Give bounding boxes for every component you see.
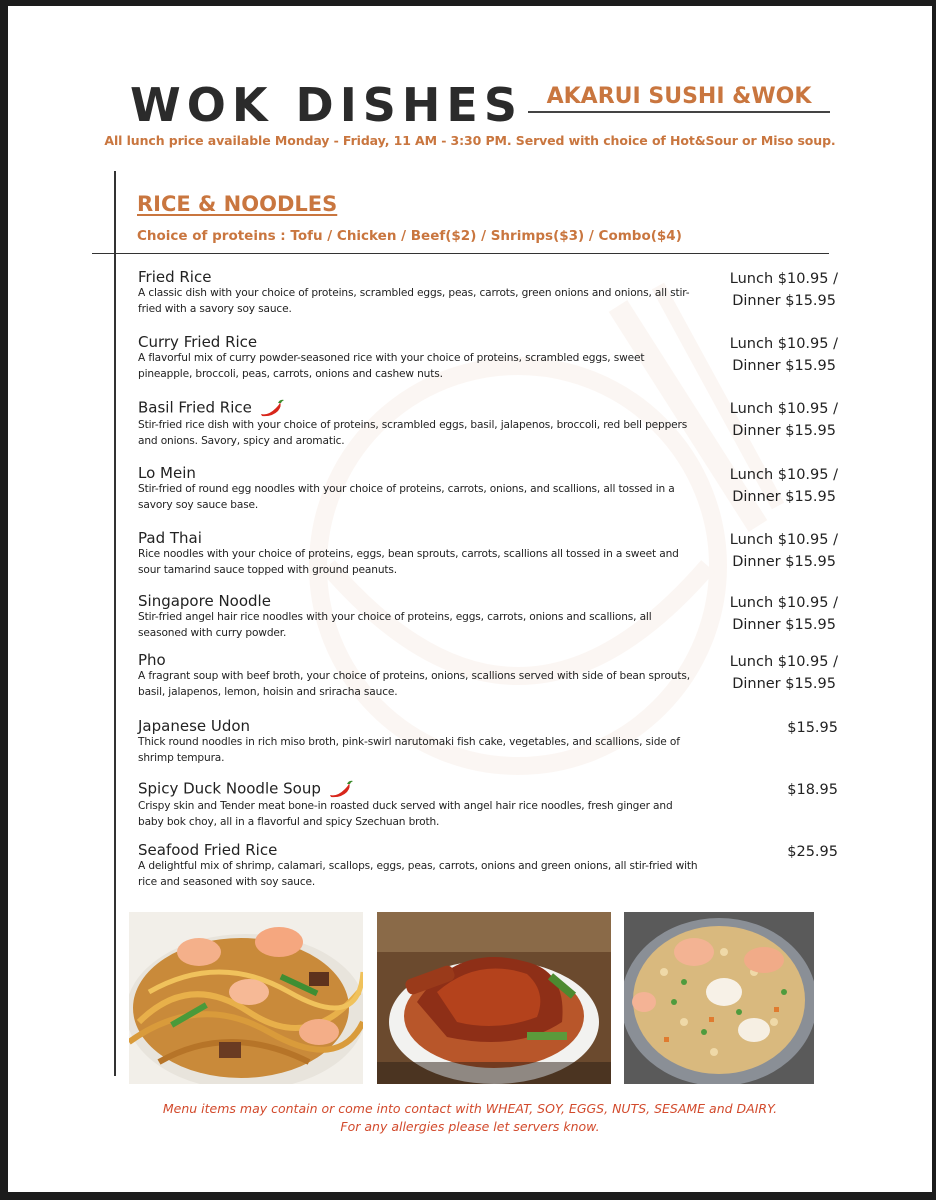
menu-item-description: A flavorful mix of curry powder-seasoned rice with your choice of proteins, scrambled eggs, sweet pineapple, broccoli, peas, carrots, onions and cashew nuts. [138, 352, 645, 380]
menu-item-name-text: Singapore Noodle [138, 592, 271, 610]
menu-item-name-text: Curry Fried Rice [138, 333, 258, 351]
page-title: WOK DISHES [130, 78, 523, 132]
menu-item-name-text: Pho [138, 651, 166, 669]
menu-item-description: Stir-fried angel hair rice noodles with your choice of proteins, eggs, carrots, onions and scallions, all seasoned with curry powder. [138, 611, 652, 639]
menu-item-price [688, 841, 838, 863]
menu-item-name-text: Pad Thai [138, 529, 202, 547]
menu-item-description: Stir-fried rice dish with your choice of proteins, scrambled eggs, basil, jalapenos, broccoli, red bell peppers and onions. Savory, spicy and aromatic. [138, 419, 688, 447]
price-lunch: Lunch $10.95 / [729, 532, 838, 548]
menu-item [138, 717, 838, 766]
menu-item-price [688, 529, 838, 573]
menu-item-description: A fragrant soup with beef broth, your choice of proteins, onions, scallions served with side of bean sprouts, basil, jalapenos, lemon, hoisin and sriracha sauce. [138, 670, 690, 698]
menu-item [138, 333, 838, 382]
price-lunch: Lunch $10.95 / [729, 654, 838, 670]
menu-item-price [688, 651, 838, 695]
menu-item [138, 464, 838, 513]
menu-item-name-text: Lo Mein [138, 464, 196, 482]
menu-item-name-text: Spicy Duck Noodle Soup [138, 779, 321, 798]
allergy-notice [8, 1100, 932, 1136]
menu-item-name-text: Seafood Fried Rice [138, 841, 278, 859]
menu-item-description: Rice noodles with your choice of proteins, eggs, bean sprouts, carrots, scallions all tossed in a sweet and sour tamarind sauce topped with ground peanuts. [138, 548, 679, 576]
horizontal-divider [92, 253, 829, 254]
menu-item-description: A delightful mix of shrimp, calamari, scallops, eggs, peas, carrots, onions and green onions, all stir-fried with rice and seasoned with soy sauce. [138, 860, 698, 888]
menu-item-price [688, 333, 838, 377]
price-lunch: Lunch $10.95 / [729, 401, 838, 417]
menu-item-price [688, 779, 838, 801]
price-lunch: $15.95 [787, 720, 838, 736]
menu-item-price [688, 464, 838, 508]
menu-item-name-text: Basil Fried Rice [138, 398, 252, 417]
menu-item-description: Stir-fried of round egg noodles with your choice of proteins, carrots, onions, and scallions, all tossed in a savory soy sauce base. [138, 483, 675, 511]
menu-item-description: A classic dish with your choice of proteins, scrambled eggs, peas, carrots, green onions and onions, all stir-fried with a savory soy sauce. [138, 287, 690, 315]
price-lunch: Lunch $10.95 / [729, 271, 838, 287]
menu-item [138, 841, 838, 890]
restaurant-name: AKARUI SUSHI &WOK [528, 84, 830, 113]
allergy-line-1: Menu items may contain or come into contact with WHEAT, SOY, EGGS, NUTS, SESAME and DAIRY. [162, 1101, 778, 1116]
section-title: RICE & NOODLES [137, 192, 338, 216]
menu-item [138, 592, 838, 641]
menu-item-price [688, 398, 838, 442]
price-dinner: Dinner $15.95 [732, 293, 836, 309]
price-lunch: Lunch $10.95 / [729, 467, 838, 483]
menu-page [8, 6, 932, 1192]
price-dinner: Dinner $15.95 [732, 358, 836, 374]
price-lunch: Lunch $10.95 / [729, 595, 838, 611]
menu-item-description: Thick round noodles in rich miso broth, pink-swirl narutomaki fish cake, vegetables, and scallions, side of shrimp tempura. [138, 736, 680, 764]
price-dinner: Dinner $15.95 [732, 423, 836, 439]
lunch-info: All lunch price available Monday - Friday, 11 AM - 3:30 PM. Served with choice of Hot&Sour or Miso soup. [104, 133, 836, 148]
menu-item [138, 529, 838, 578]
price-dinner: Dinner $15.95 [732, 617, 836, 633]
price-dinner: Dinner $15.95 [732, 676, 836, 692]
vertical-divider [114, 171, 116, 1076]
price-dinner: Dinner $15.95 [732, 489, 836, 505]
menu-item [138, 398, 838, 449]
menu-item-name-text: Fried Rice [138, 268, 212, 286]
chili-pepper-icon [258, 398, 286, 418]
chili-pepper-icon [327, 779, 355, 799]
menu-item-price [688, 717, 838, 739]
price-lunch: $18.95 [787, 782, 838, 798]
price-lunch: Lunch $10.95 / [729, 336, 838, 352]
menu-item [138, 651, 838, 700]
seafood-fried-rice-photo [624, 912, 814, 1084]
menu-item-price [688, 268, 838, 312]
menu-item [138, 779, 838, 830]
price-lunch: $25.95 [787, 844, 838, 860]
roasted-duck-soup-photo [377, 912, 611, 1084]
noodles-with-shrimp-photo [129, 912, 363, 1084]
protein-choices: Choice of proteins : Tofu / Chicken / Beef($2) / Shrimps($3) / Combo($4) [137, 228, 682, 244]
menu-item-name-text: Japanese Udon [138, 717, 251, 735]
menu-item-description: Crispy skin and Tender meat bone-in roasted duck served with angel hair rice noodles, fresh ginger and baby bok choy, all in a flavorful and spicy Szechuan broth. [138, 800, 673, 828]
menu-item-price [688, 592, 838, 636]
allergy-line-2: For any allergies please let servers know. [340, 1119, 600, 1134]
price-dinner: Dinner $15.95 [732, 554, 836, 570]
menu-item [138, 268, 838, 317]
